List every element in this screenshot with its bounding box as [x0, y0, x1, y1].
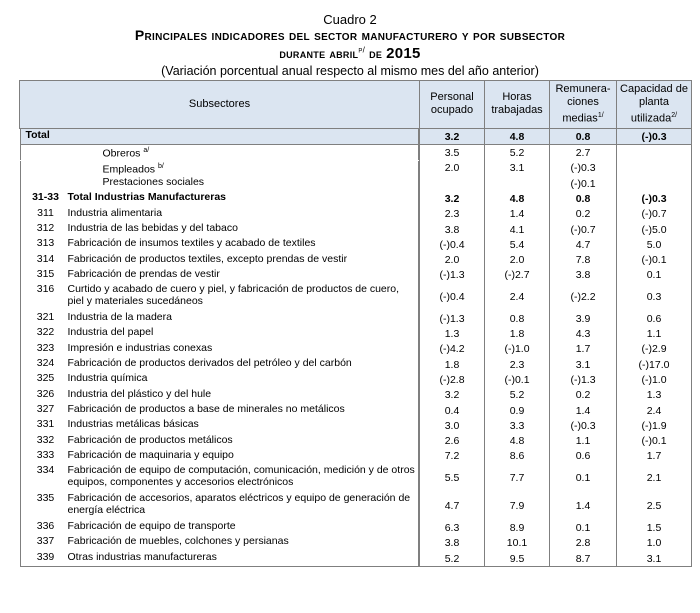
- value-h: 2.3: [485, 357, 550, 372]
- value-r: 0.6: [550, 449, 617, 464]
- subsector-name: Empleados $^{b/}$: [102, 162, 164, 176]
- value-c: 2.5: [617, 492, 692, 520]
- table-row: [20, 520, 692, 535]
- subsector-cell: [20, 418, 420, 433]
- table-row: [20, 372, 692, 387]
- subsector-cell: [20, 551, 420, 567]
- value-p: 3.0: [420, 418, 485, 433]
- value-r: 0.1: [550, 464, 617, 492]
- value-r: 0.8: [550, 191, 617, 206]
- value-p: (-)1.3: [420, 311, 485, 326]
- value-p: 1.3: [420, 326, 485, 341]
- subsector-name: Industria de las bebidas y del tabaco: [67, 221, 238, 234]
- subsector-name: Industria del plástico y del hule: [67, 387, 212, 400]
- subsector-cell: [20, 237, 420, 252]
- value-p: (-)1.3: [420, 268, 485, 283]
- value-h: 0.9: [485, 403, 550, 418]
- value-p: 2.6: [420, 434, 485, 449]
- value-h: 8.6: [485, 449, 550, 464]
- subsector-code: 314: [36, 252, 55, 265]
- subsector-cell: [20, 357, 420, 372]
- table-row: [20, 268, 692, 283]
- value-h: 5.4: [485, 237, 550, 252]
- value-r: (-)0.1: [550, 176, 617, 191]
- subsector-name: Fabricación de accesorios, aparatos eléctricos y equipo de generación de energía eléctrica: [67, 492, 411, 517]
- value-p: (-)4.2: [420, 342, 485, 357]
- table-row: [20, 237, 692, 252]
- subsector-code: 334: [36, 464, 55, 477]
- value-h: 3.3: [485, 418, 550, 433]
- table-row: [20, 222, 692, 237]
- value-c: (-)0.7: [617, 207, 692, 222]
- subsector-cell: [20, 311, 420, 326]
- subsector-code: 322: [36, 326, 55, 339]
- value-r: 3.8: [550, 268, 617, 283]
- value-c: 0.1: [617, 268, 692, 283]
- value-c: (-)5.0: [617, 222, 692, 237]
- value-h: 2.0: [485, 253, 550, 268]
- value-r: 0.1: [550, 520, 617, 535]
- value-r: 3.1: [550, 357, 617, 372]
- table-row: [20, 464, 692, 492]
- subsector-code: [24, 145, 68, 160]
- value-r: (-)0.3: [550, 161, 617, 176]
- value-c: (-)0.1: [617, 434, 692, 449]
- value-c: (-)1.0: [617, 372, 692, 387]
- value-r: 1.7: [550, 342, 617, 357]
- value-c: 3.1: [617, 551, 692, 567]
- value-c: 0.3: [617, 283, 692, 311]
- table-row: [20, 283, 692, 311]
- subsector-cell: [20, 176, 420, 191]
- subsector-code: 323: [36, 341, 55, 354]
- value-h: 4.8: [485, 128, 550, 145]
- table-row: [20, 388, 692, 403]
- subsector-cell: [20, 342, 420, 357]
- table-row: [20, 161, 692, 176]
- value-p: 3.2: [420, 388, 485, 403]
- value-r: (-)0.3: [550, 418, 617, 433]
- value-c: 1.0: [617, 535, 692, 550]
- value-p: 5.5: [420, 464, 485, 492]
- value-p: 2.0: [420, 253, 485, 268]
- subsector-code: 316: [36, 283, 55, 296]
- subsector-name: Fabricación de productos a base de minerales no metálicos: [67, 402, 345, 415]
- value-c: (-)0.3: [617, 128, 692, 145]
- subsector-name: Fabricación de productos derivados del petróleo y del carbón: [67, 357, 352, 370]
- subsector-cell: [20, 372, 420, 387]
- subsector-code: 313: [36, 237, 55, 250]
- value-p: 2.0: [420, 161, 485, 176]
- value-h: 2.4: [485, 283, 550, 311]
- subsector-cell: [20, 283, 420, 311]
- value-h: 0.8: [485, 311, 550, 326]
- value-h: [485, 176, 550, 191]
- value-c: 5.0: [617, 237, 692, 252]
- value-c: [617, 176, 692, 191]
- subsector-name: Fabricación de maquinaria y equipo: [67, 448, 234, 461]
- value-r: 0.2: [550, 388, 617, 403]
- subsector-name: Fabricación de equipo de computación, comunicación, medición y de otros equipos, componentes y accesorios electrónicos: [67, 464, 415, 489]
- value-r: 0.2: [550, 207, 617, 222]
- value-h: 5.2: [485, 145, 550, 161]
- subsector-code: 325: [36, 372, 55, 385]
- subsector-name: Fabricación de productos metálicos: [67, 433, 233, 446]
- subsector-name: Otras industrias manufactureras: [67, 550, 217, 563]
- table-row: [20, 418, 692, 433]
- value-c: (-)0.3: [617, 191, 692, 206]
- subsector-name: Fabricación de equipo de transporte: [67, 520, 236, 533]
- value-h: 1.8: [485, 326, 550, 341]
- table-row: [20, 207, 692, 222]
- subsector-code: 337: [36, 535, 55, 548]
- table-row: [20, 326, 692, 341]
- value-r: 3.9: [550, 311, 617, 326]
- table-subtitle: (Variación porcentual anual respecto al mismo mes del año anterior): [161, 64, 539, 78]
- subsector-cell: [20, 464, 420, 492]
- value-r: 8.7: [550, 551, 617, 567]
- value-c: 1.3: [617, 388, 692, 403]
- value-h: 1.4: [485, 207, 550, 222]
- subsector-name: Industria alimentaria: [67, 206, 163, 219]
- subsector-cell: [20, 403, 420, 418]
- subsector-name: Curtido y acabado de cuero y piel, y fabricación de productos de cuero, piel y materiales sucedáneos: [67, 283, 400, 308]
- value-c: 2.4: [617, 403, 692, 418]
- value-c: 2.1: [617, 464, 692, 492]
- subsector-name: Industria de la madera: [67, 311, 172, 324]
- table-title-period: durante abril$^{p/}$ de 2015: [279, 45, 421, 62]
- table-row: [20, 535, 692, 550]
- subsector-cell: [20, 145, 420, 160]
- value-p: (-)0.4: [420, 237, 485, 252]
- subsector-code: 336: [36, 520, 55, 533]
- value-c: 1.1: [617, 326, 692, 341]
- subsector-code: 335: [36, 492, 55, 505]
- value-r: 4.7: [550, 237, 617, 252]
- subsector-cell: [20, 388, 420, 403]
- table-row: [20, 492, 692, 520]
- value-h: 7.7: [485, 464, 550, 492]
- table-row: [20, 357, 692, 372]
- subsector-name: Fabricación de insumos textiles y acabado de textiles: [67, 237, 316, 250]
- value-p: 7.2: [420, 449, 485, 464]
- value-r: 2.7: [550, 145, 617, 161]
- value-h: 9.5: [485, 551, 550, 567]
- value-r: 1.1: [550, 434, 617, 449]
- subsector-code: 327: [36, 402, 55, 415]
- table-row: [20, 342, 692, 357]
- value-h: 3.1: [485, 161, 550, 176]
- value-p: 1.8: [420, 357, 485, 372]
- table-row: [20, 449, 692, 464]
- value-r: 2.8: [550, 535, 617, 550]
- value-h: 5.2: [485, 388, 550, 403]
- header-horas-trabajadas: Horas trabajadas: [485, 81, 550, 129]
- table-header-row: [20, 81, 692, 129]
- value-c: [617, 145, 692, 161]
- subsector-name: Industrias metálicas básicas: [67, 418, 199, 431]
- table-row: [20, 128, 692, 145]
- value-c: (-)17.0: [617, 357, 692, 372]
- value-p: 3.5: [420, 145, 485, 161]
- value-r: 0.8: [550, 128, 617, 145]
- value-r: 7.8: [550, 253, 617, 268]
- table-row: [20, 403, 692, 418]
- table-row: [20, 551, 692, 567]
- value-r: 1.4: [550, 492, 617, 520]
- subsector-cell: [20, 222, 420, 237]
- value-c: (-)0.1: [617, 253, 692, 268]
- subsector-code: 332: [36, 433, 55, 446]
- value-p: 5.2: [420, 551, 485, 567]
- table-row: [20, 434, 692, 449]
- indicators-table: [19, 80, 692, 567]
- value-r: 1.4: [550, 403, 617, 418]
- subsector-cell: [20, 253, 420, 268]
- value-p: 4.7: [420, 492, 485, 520]
- subsector-cell: [20, 535, 420, 550]
- value-c: 1.5: [617, 520, 692, 535]
- subsector-code: [24, 176, 68, 191]
- subsector-cell: [20, 449, 420, 464]
- value-h: 4.8: [485, 191, 550, 206]
- value-c: 0.6: [617, 311, 692, 326]
- table-row: [20, 176, 692, 191]
- value-p: 0.4: [420, 403, 485, 418]
- value-h: (-)2.7: [485, 268, 550, 283]
- subsector-code: 324: [36, 357, 55, 370]
- subsector-cell: [20, 207, 420, 222]
- subsector-code: 312: [36, 221, 55, 234]
- subsector-code: 331: [36, 418, 55, 431]
- value-h: 8.9: [485, 520, 550, 535]
- table-row: [20, 311, 692, 326]
- subsector-name: Fabricación de muebles, colchones y persianas: [67, 535, 289, 548]
- value-p: 3.2: [420, 191, 485, 206]
- subsector-name: Industria química: [67, 372, 148, 385]
- subsector-name: Prestaciones sociales: [102, 176, 205, 189]
- value-h: (-)1.0: [485, 342, 550, 357]
- table-number: Cuadro 2: [323, 12, 377, 27]
- subsector-code: 321: [36, 311, 55, 324]
- subsector-code: 311: [37, 206, 54, 219]
- subsector-code: [24, 161, 68, 176]
- value-c: (-)1.9: [617, 418, 692, 433]
- value-p: 3.8: [420, 222, 485, 237]
- table-row: [20, 145, 692, 161]
- subsector-cell: [20, 520, 420, 535]
- value-h: 10.1: [485, 535, 550, 550]
- subsector-cell: [20, 492, 420, 520]
- subsector-name: Total Industrias Manufactureras: [67, 191, 227, 204]
- subsector-name: Impresión e industrias conexas: [67, 341, 213, 354]
- subsector-code: 31-33: [32, 191, 59, 204]
- subsector-cell: [20, 129, 420, 145]
- value-r: (-)2.2: [550, 283, 617, 311]
- subsector-name: Total: [25, 128, 50, 141]
- value-h: 7.9: [485, 492, 550, 520]
- value-h: 4.1: [485, 222, 550, 237]
- subsector-cell: [20, 268, 420, 283]
- subsector-code: 326: [36, 387, 55, 400]
- value-p: 3.2: [420, 128, 485, 145]
- value-h: (-)0.1: [485, 372, 550, 387]
- subsector-name: Fabricación de prendas de vestir: [67, 267, 220, 280]
- value-c: 1.7: [617, 449, 692, 464]
- value-p: 6.3: [420, 520, 485, 535]
- value-p: (-)0.4: [420, 283, 485, 311]
- value-c: [617, 161, 692, 176]
- subsector-cell: [20, 161, 420, 176]
- subsector-name: Obreros $^{a/}$: [102, 146, 150, 160]
- header-capacidad: Capacidad de planta utilizada$^{2/}$: [617, 81, 692, 129]
- value-p: [420, 176, 485, 191]
- subsector-name: Industria del papel: [67, 326, 154, 339]
- subsector-code: 333: [36, 448, 55, 461]
- value-r: 4.3: [550, 326, 617, 341]
- table-row: [20, 191, 692, 206]
- value-r: (-)0.7: [550, 222, 617, 237]
- subsector-cell: [20, 191, 420, 206]
- value-p: 3.8: [420, 535, 485, 550]
- value-c: (-)2.9: [617, 342, 692, 357]
- subsector-cell: [20, 434, 420, 449]
- subsector-code: 339: [36, 550, 55, 563]
- subsector-cell: [20, 326, 420, 341]
- value-r: (-)1.3: [550, 372, 617, 387]
- header-subsectores: Subsectores: [20, 81, 420, 129]
- value-p: 2.3: [420, 207, 485, 222]
- header-remuneraciones: Remunera- ciones medias$^{1/}$: [550, 81, 617, 129]
- table-row: [20, 253, 692, 268]
- header-personal-ocupado: Personal ocupado: [420, 81, 485, 129]
- value-h: 4.8: [485, 434, 550, 449]
- value-p: (-)2.8: [420, 372, 485, 387]
- subsector-code: 315: [36, 267, 55, 280]
- subsector-name: Fabricación de productos textiles, excepto prendas de vestir: [67, 252, 348, 265]
- table-title: Principales indicadores del sector manufacturero y por subsector: [134, 27, 566, 43]
